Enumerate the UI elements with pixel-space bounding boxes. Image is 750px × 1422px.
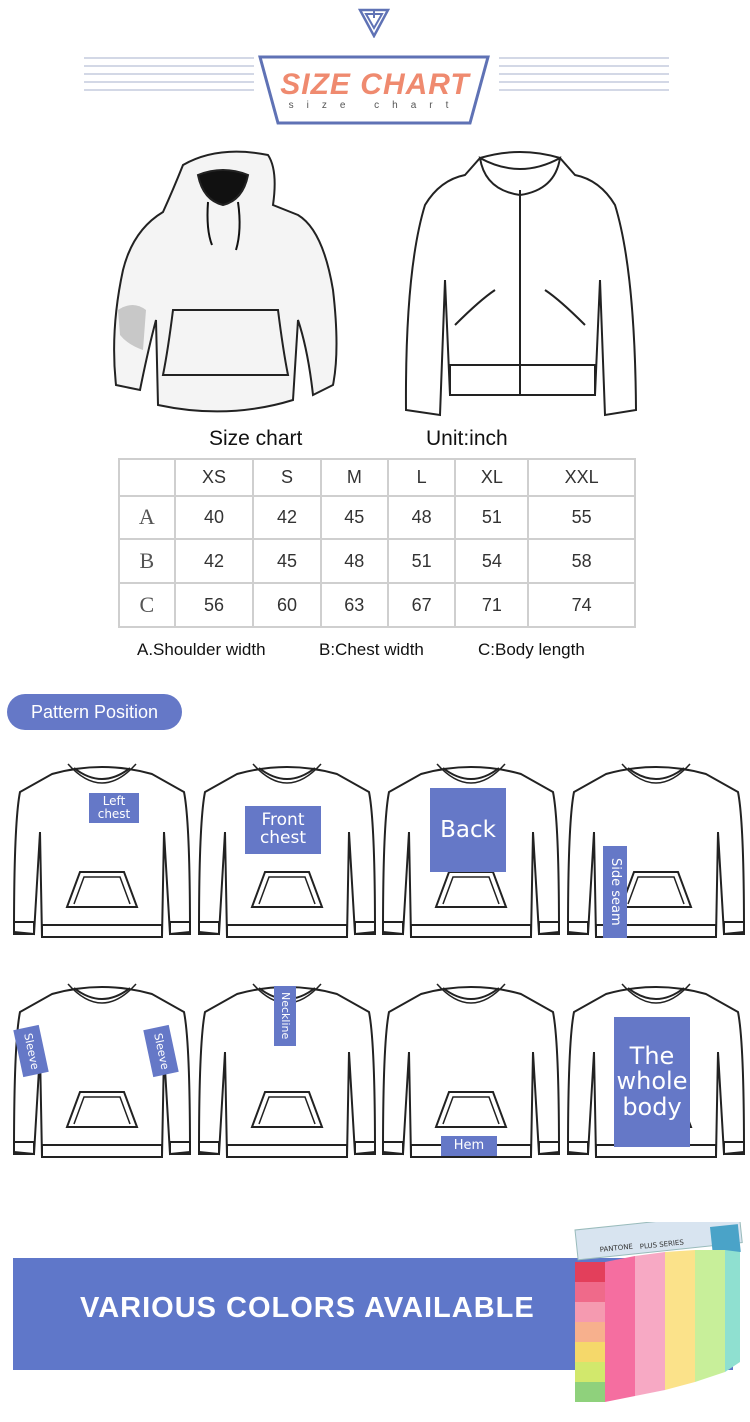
table-header-cell: M [321, 459, 388, 496]
label-neckline-box [274, 986, 296, 1046]
label-front-chest: Front chest [245, 806, 321, 854]
table-cell: 48 [388, 496, 455, 540]
legend-chest-width: B:Chest width [319, 640, 424, 659]
table-cell: 45 [253, 539, 320, 583]
table-cell: 54 [455, 539, 528, 583]
table-cell: 42 [253, 496, 320, 540]
table-header-cell [119, 459, 175, 496]
table-row [119, 496, 635, 540]
table-cell: 51 [388, 539, 455, 583]
size-chart-label: Size chart [209, 427, 303, 450]
table-cell: 56 [175, 583, 254, 627]
table-header-cell: XL [455, 459, 528, 496]
row-label: B [119, 539, 175, 583]
legend-shoulder-width: A.Shoulder width [137, 640, 266, 659]
color-swatch-fan-image [570, 1222, 745, 1412]
table-cell: 55 [528, 496, 635, 540]
table-row [119, 583, 635, 627]
table-cell: 63 [321, 583, 388, 627]
shirt-hem [381, 982, 561, 1162]
label-sleeve-right: Sleeve [151, 1031, 172, 1071]
table-header-cell: L [388, 459, 455, 496]
table-cell: 74 [528, 583, 635, 627]
size-table [118, 458, 636, 628]
zip-hoodie-illustration [400, 150, 640, 422]
pullover-hoodie-illustration [108, 150, 344, 420]
logo-triangle-icon [358, 8, 390, 38]
table-header-cell: XS [175, 459, 254, 496]
label-neckline: Neckline [278, 992, 292, 1040]
table-header-row [119, 459, 635, 496]
row-label: A [119, 496, 175, 540]
table-cell: 67 [388, 583, 455, 627]
table-cell: 71 [455, 583, 528, 627]
table-cell: 42 [175, 539, 254, 583]
banner-text: VARIOUS COLORS AVAILABLE [80, 1292, 535, 1324]
table-cell: 51 [455, 496, 528, 540]
label-side-seam-box [603, 846, 627, 938]
table-cell: 48 [321, 539, 388, 583]
table-cell: 60 [253, 583, 320, 627]
table-cell: 45 [321, 496, 388, 540]
table-header-cell: S [253, 459, 320, 496]
label-hem: Hem [441, 1136, 497, 1156]
swatch-title-text: PLUS SERIES [639, 1238, 685, 1251]
table-header-cell: XXL [528, 459, 635, 496]
shirt-left-chest [12, 762, 192, 942]
label-left-chest: Left chest [89, 793, 139, 823]
legend-body-length: C:Body length [478, 640, 585, 659]
label-side-seam: Side seam [607, 858, 623, 926]
pattern-position-heading: Pattern Position [7, 694, 182, 730]
label-sleeve-left: Sleeve [21, 1031, 42, 1071]
page-title: SIZE CHART [280, 68, 470, 101]
table-cell: 40 [175, 496, 254, 540]
label-whole-body: The whole body [614, 1017, 690, 1147]
swatch-brand-text: PANTONE [599, 1242, 634, 1254]
table-cell: 58 [528, 539, 635, 583]
table-row [119, 539, 635, 583]
page-subtitle: size chart [288, 100, 462, 111]
label-back: Back [430, 788, 506, 872]
shirt-side-seam [566, 762, 746, 942]
row-label: C [119, 583, 175, 627]
unit-label: Unit:inch [426, 427, 508, 450]
